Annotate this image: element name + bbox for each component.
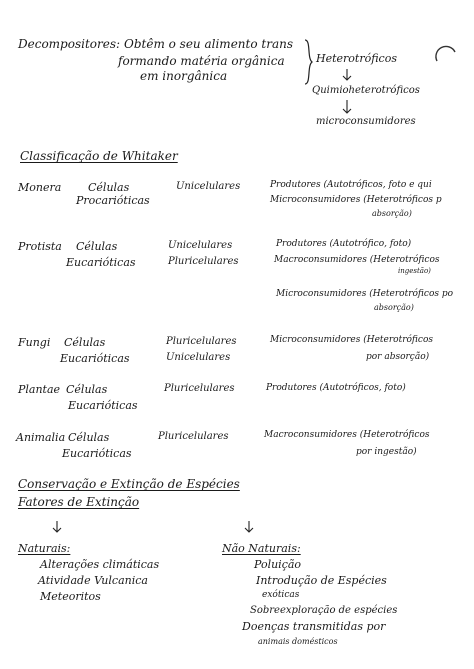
- animalia-role-ingestao: por ingestão): [356, 447, 417, 457]
- down-arrow-icon: [342, 99, 352, 115]
- extinction-title: Conservação e Extinção de Espécies: [18, 477, 240, 491]
- protista-role-microconsumers: Microconsumidores (Heterotróficos po: [276, 289, 454, 299]
- naturais-item: Meteoritos: [40, 590, 101, 603]
- nao-naturais-item: Introdução de Espécies: [256, 574, 387, 587]
- down-arrow-icon: [52, 520, 62, 534]
- nao-naturais-item: animais domésticos: [258, 637, 338, 646]
- monera-organization: Unicelulares: [176, 181, 241, 192]
- decompositores-text-line1: Obtêm o seu alimento trans: [124, 37, 293, 51]
- animalia-role-macroconsumers: Macroconsumidores (Heterotróficos: [264, 430, 430, 440]
- animalia-cells-type: Eucarióticas: [62, 447, 132, 460]
- kingdom-plantae-name: Plantae: [18, 383, 61, 396]
- decompositores-text-line2: formando matéria orgânica: [118, 54, 285, 68]
- plantae-organization: Pluricelulares: [164, 383, 235, 394]
- animalia-organization: Pluricelulares: [158, 431, 229, 442]
- nao-naturais-item: exóticas: [262, 590, 300, 600]
- kingdom-fungi-name: Fungi: [18, 336, 51, 349]
- whitaker-title: Classificação de Whitaker: [20, 149, 178, 163]
- brace-mark: [303, 38, 315, 86]
- protista-cells-type: Eucarióticas: [66, 256, 136, 269]
- naturais-item: Atividade Vulcanica: [38, 574, 148, 587]
- monera-cells: Células: [88, 181, 130, 194]
- monera-role-producers: Produtores (Autotróficos, foto e qui: [270, 180, 432, 190]
- fungi-cells: Células: [64, 336, 106, 349]
- monera-role-absorcao: absorção): [372, 209, 412, 218]
- protista-cells: Células: [76, 240, 118, 253]
- decomp-microconsumidores: microconsumidores: [316, 116, 416, 127]
- protista-role-producers: Produtores (Autotrófico, foto): [276, 239, 412, 249]
- kingdom-protista-name: Protista: [18, 240, 62, 253]
- fungi-role-absorcao: por absorção): [366, 352, 430, 362]
- protista-organization-pluri: Pluricelulares: [168, 256, 239, 267]
- naturais-item: Alterações climáticas: [40, 558, 160, 571]
- protista-role-absorcao: absorção): [374, 303, 414, 312]
- monera-role-microconsumers: Microconsumidores (Heterotróficos p: [270, 195, 442, 205]
- plantae-cells: Células: [66, 383, 108, 396]
- fungi-organization-pluri: Pluricelulares: [166, 336, 237, 347]
- down-arrow-icon: [244, 520, 254, 534]
- decompositores-label: Decompositores:: [18, 37, 121, 51]
- plantae-cells-type: Eucarióticas: [68, 399, 138, 412]
- nao-naturais-heading: Não Naturais:: [222, 542, 301, 555]
- down-arrow-icon: [342, 68, 352, 82]
- nao-naturais-item: Doenças transmitidas por: [242, 620, 386, 633]
- animalia-cells: Células: [68, 431, 110, 444]
- fungi-organization-uni: Unicelulares: [166, 352, 231, 363]
- kingdom-animalia-name: Animalia: [16, 431, 66, 444]
- nao-naturais-item: Sobreexploração de espécies: [250, 605, 398, 616]
- monera-cells-type: Procarióticas: [76, 194, 150, 207]
- decompositores-text-line3: em inorgânica: [140, 69, 228, 83]
- protista-role-ingestao: ingestão): [398, 267, 431, 275]
- plantae-role-producers: Produtores (Autotróficos, foto): [266, 383, 406, 393]
- protista-role-macroconsumers: Macroconsumidores (Heterotróficos: [274, 255, 440, 265]
- decomp-heterotroficos: Heterotróficos: [316, 52, 397, 65]
- decomp-quimioheterotroficos: Quimioheterotróficos: [312, 85, 420, 96]
- nao-naturais-item: Poluição: [254, 558, 302, 571]
- fungi-role-microconsumers: Microconsumidores (Heterotróficos: [270, 335, 433, 345]
- kingdom-monera-name: Monera: [18, 181, 62, 194]
- punch-hole-mark: [434, 40, 458, 64]
- protista-organization-uni: Unicelulares: [168, 240, 233, 251]
- extinction-factors-title: Fatores de Extinção: [18, 495, 140, 509]
- naturais-heading: Naturais:: [18, 542, 71, 555]
- fungi-cells-type: Eucarióticas: [60, 352, 130, 365]
